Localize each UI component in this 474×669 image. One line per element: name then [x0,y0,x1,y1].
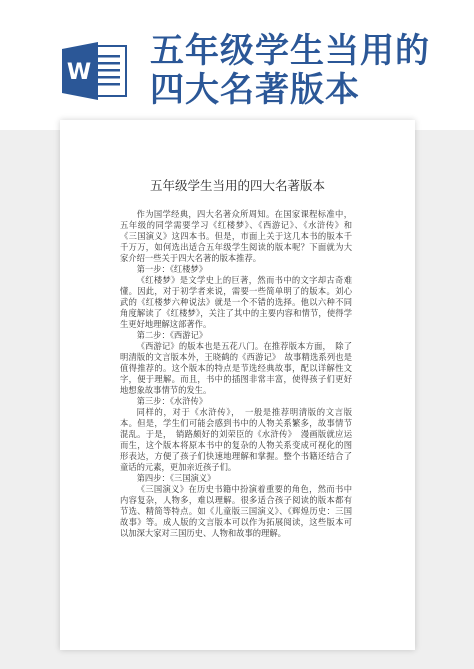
page-title [150,32,450,110]
body-paragraph: 《三国演义》在历史书籍中扮演着重要的角色，然而书中内容复杂，人物多，难以理解。很多适合孩子阅读的版本都有节选、精简等特点。如《儿童版三国演义》、《辉煌历史：三国故事》等。成人版的文言版本可以作为拓展阅读，这些版本可以加深大家对三国历史、人物和故事的理解。 [120,484,352,538]
body-paragraph: 同样的，对于《水浒传》， 一般是推荐明清版的文言版本。但是，学生们可能会感到书中的人物关系繁多，故事情节混乱。于是， 销路颇好的刘荣臣的《水浒传》 漫画版就应运而生，这个版本将原本书中的复杂的人物关系变成可视化的图形表达，方便了孩子们快速地理解和掌握。整个书籍还结合了童话的元素，更加亲近孩子们。 [120,407,352,472]
body-paragraph: 作为国学经典，四大名著众所周知。在国家课程标准中，五年级的同学需要学习《红楼梦》、《西游记》、《水浒传》和《三国演义》这四本书。但是，市面上关于这几本书的版本千千万万，如何选出适合五年级学生阅读的版本呢？下面就为大家介绍一些关于四大名著的版本推荐。 [120,209,352,263]
svg-text:W: W [66,60,92,85]
document-page [60,120,415,650]
body-paragraph: 《红楼梦》是文学史上的巨著，然而书中的文字却古奇难懂。因此，对于初学者来说，需要一些简单明了的版本。刘心武的《红楼梦六种说法》就是一个不错的选择。他以六种不同角度解读了《红楼梦》，关注了其中的主要内容和情节，使得学生更好地理解这部著作。 [120,275,352,329]
document-body [120,209,352,539]
body-paragraph: 《西游记》的版本也是五花八门。在推荐版本方面， 除了明清版的文言版本外，王晓鹤的《西游记》 故事精选系列也是值得推荐的。这个版本的特点是节选经典故事，配以详解性文字，便于理解。而且，书中的插图非常丰富，使得孩子们更好地想象故事情节的发生。 [120,341,352,395]
page-title-line-2: 四大名著版本 [150,70,360,110]
page-title-line-1: 五年级学生当用的 [150,31,430,71]
header-banner [0,0,474,130]
section-heading: 第四步：《三国演义》 [136,473,216,483]
word-icon [62,42,128,100]
section-heading: 第三步：《水浒传》 [136,396,208,406]
section-heading: 第一步：《红楼梦》 [136,264,208,274]
document-title: 五年级学生当用的四大名著版本 [149,178,325,193]
section-heading: 第二步：《西游记》 [136,330,208,340]
